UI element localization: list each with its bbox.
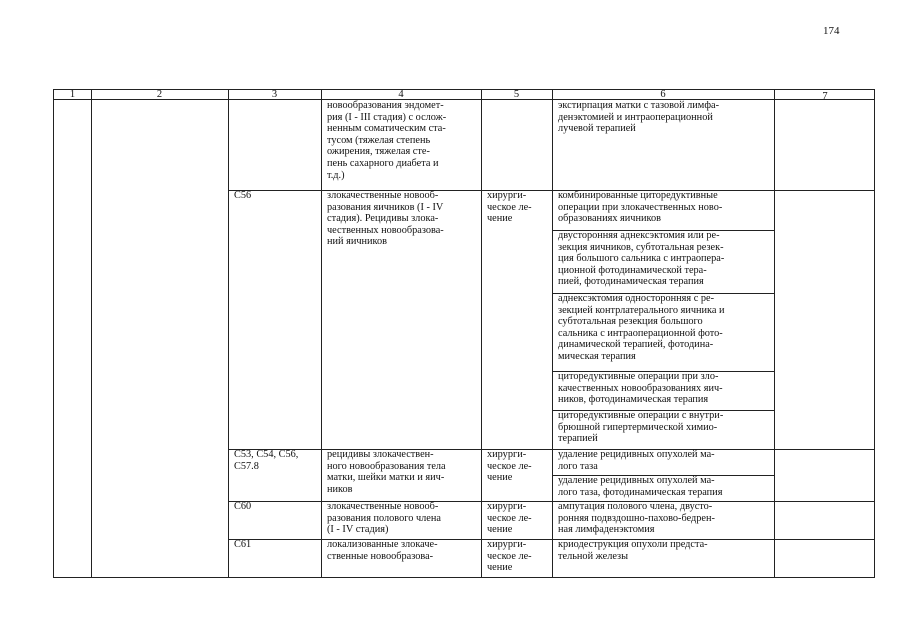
method-cell: ампутация полового члена, двусто- ронняя подвздошно-пахово-бедрен- ная лимфаденэктомия: [558, 501, 715, 536]
diagnosis-cell: рецидивы злокачествен- ного новообразования тела матки, шейки матки и яич- ников: [327, 449, 446, 495]
medical-procedures-table: [53, 89, 875, 578]
diagnosis-cell: злокачественные новооб- разования яичников (I - IV стадия). Рецидивы злока- чественных новообразова- ний яичников: [327, 190, 444, 248]
icd-code-cell: C60: [234, 501, 252, 512]
method-cell: криодеструкция опухоли предста- тельной железы: [558, 539, 708, 562]
column-header-1: 1: [69, 89, 76, 100]
column-header-4: 4: [398, 89, 404, 100]
icd-code-cell: C53, C54, C56, C57.8: [234, 449, 299, 472]
diagnosis-cell: злокачественные новооб- разования полового члена (I - IV стадия): [327, 501, 441, 536]
method-cell: циторедуктивные операции с внутри- брюшной гипертермической химио- терапией: [558, 410, 724, 445]
column-header-6: 6: [660, 89, 666, 100]
method-cell: циторедуктивные операции при зло- качественных новообразованиях яич- ников, фотодинамическая терапия: [558, 371, 723, 406]
method-cell: экстирпация матки с тазовой лимфа- денэктомией и интраоперационной лучевой терапией: [558, 100, 719, 135]
column-header-2: 2: [156, 89, 163, 100]
column-header-7: 7: [822, 91, 828, 102]
method-cell: комбинированные циторедуктивные операции при злокачественных ново- образованиях яичников: [558, 190, 723, 225]
treatment-type-cell: хирурги- ческое ле- чение: [487, 190, 532, 225]
treatment-type-cell: хирурги- ческое ле- чение: [487, 539, 532, 574]
treatment-type-cell: хирурги- ческое ле- чение: [487, 449, 532, 484]
method-cell: двусторонняя аднексэктомия или ре- зекция яичников, субтотальная резек- ция большого сальника с интраопера- ционной фотодинамической тера- пией, фотодинамическая терапия: [558, 230, 725, 288]
diagnosis-cell: новообразования эндомет- рия (I - III стадия) с ослож- ненным соматическим ста- тусом (тяжелая степень ожирения, тяжелая сте- пень сахарного диабета и т.д.): [327, 100, 447, 181]
treatment-type-cell: хирурги- ческое ле- чение: [487, 501, 532, 536]
method-cell: аднексэктомия односторонняя с ре- зекцией контрлатерального яичника и субтотальная резекция большого сальника с интраоперационной фото- динамической терапией, фотодина- мическая терапия: [558, 293, 725, 362]
icd-code-cell: C61: [234, 539, 252, 550]
method-cell: удаление рецидивных опухолей ма- лого таза: [558, 449, 715, 472]
icd-code-cell: C56: [234, 190, 252, 201]
diagnosis-cell: локализованные злокаче- ственные новообразова-: [327, 539, 438, 562]
column-header-3: 3: [271, 89, 278, 100]
method-cell: удаление рецидивных опухолей ма- лого таза, фотодинамическая терапия: [558, 475, 723, 498]
column-header-5: 5: [513, 89, 520, 100]
page-number: 174: [823, 25, 840, 37]
